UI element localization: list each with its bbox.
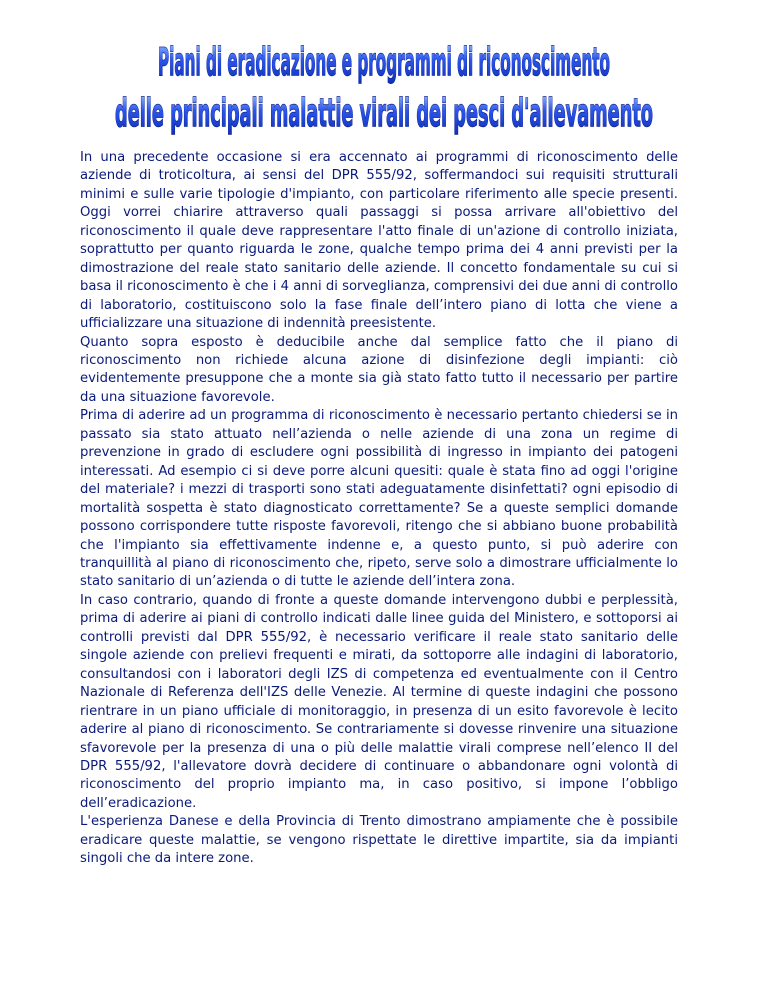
paragraph: In caso contrario, quando di fronte a queste domande intervengono dubbi e perplessità, prima di aderire ai piani di controllo indicati dalle linee guida del Ministero, e sottoporsi ai controlli previsti dal DPR 555/92, è necessario verificare il reale stato sanitario delle singole aziende con prelievi frequenti e mirati, da sottoporre alle indagini di laboratorio, consultandosi con i laboratori degli IZS di competenza ed eventualmente con il Centro Nazionale di Referenza dell'IZS delle Venezie. Al termine di queste indagini che possono rientrare in un piano ufficiale di monitoraggio, in presenza di un esito favorevole è lecito aderire al piano di riconoscimento. Se contrariamente si dovesse rinvenire una situazione sfavorevole per la presenza di una o più delle malattie virali comprese nell’elenco II del DPR 555/92, l'allevatore dovrà decidere di continuare o abbandonare ogni volontà di riconoscimento del proprio impianto ma, in caso positivo, si impone l’obbligo dell’eradicazione. bbox=[80, 592, 678, 811]
paragraph: Quanto sopra esposto è deducibile anche dal semplice fatto che il piano di riconoscimento non richiede alcuna azione di disinfezione degli impianti: ciò evidentemente presuppone che a monte sia già stato fatto tutto il necessario per partire da una situazione favorevole. bbox=[80, 334, 678, 405]
paragraph: Prima di aderire ad un programma di riconoscimento è necessario pertanto chiedersi se in passato sia stato attuato nell’azienda o nelle aziende di una zona un regime di prevenzione in grado di escludere ogni possibilità di ingresso in impianto dei patogeni interessati. Ad esempio ci si deve porre alcuni quesiti: quale è stata fino ad oggi l'origine del materiale? i mezzi di trasporti sono stati adeguatamente disinfettati? ogni episodio di mortalità sospetta è stato diagnosticato correttamente? Se a queste semplici domande possono corrispondere tutte risposte favorevoli, ritengo che si abbiano buone probabilità che l'impianto sia effettivamente indenne e, a questo punto, si può aderire con tranquillità al piano di riconoscimento che, ripeto, serve solo a dimostrare ufficialmente lo stato sanitario di un’azienda o di tutte le aziende dell’intera zona. bbox=[80, 408, 678, 590]
paragraph: In una precedente occasione si era accennato ai programmi di riconoscimento delle aziende di troticoltura, ai sensi del DPR 555/92, soffermandoci sui requisiti strutturali minimi e sulle varie tipologie d'impianto, con particolare riferimento alle specie presenti. Oggi vorrei chiarire attraverso quali passaggi si possa arrivare all'obiettivo del riconoscimento il quale deve rappresentare l'atto finale di un'azione di controllo iniziata, soprattutto per quanto riguarda le zone, qualche tempo prima dei 4 anni previsti per la dimostrazione del reale stato sanitario delle aziende. Il concetto fondamentale su cui si basa il riconoscimento è che i 4 anni di sorveglianza, comprensivi dei due anni di controllo di laboratorio, costituiscono solo la fase finale dell’intero piano di lotta che viene a ufficializzare una situazione di indennità preesistente. bbox=[80, 150, 678, 332]
title-line-1: Piani di eradicazione e programmi di riconoscimento bbox=[158, 40, 610, 84]
title-line-2: delle principali malattie virali dei pesci d'allevamento bbox=[115, 91, 653, 135]
wordart-title bbox=[110, 30, 658, 140]
paragraph: L'esperienza Danese e della Provincia di Trento dimostrano ampiamente che è possibile eradicare queste malattie, se vengono rispettate le direttive impartite, sia da impianti singoli che da intere zone. bbox=[80, 814, 678, 867]
document-title bbox=[110, 30, 658, 140]
body-text bbox=[80, 149, 678, 869]
